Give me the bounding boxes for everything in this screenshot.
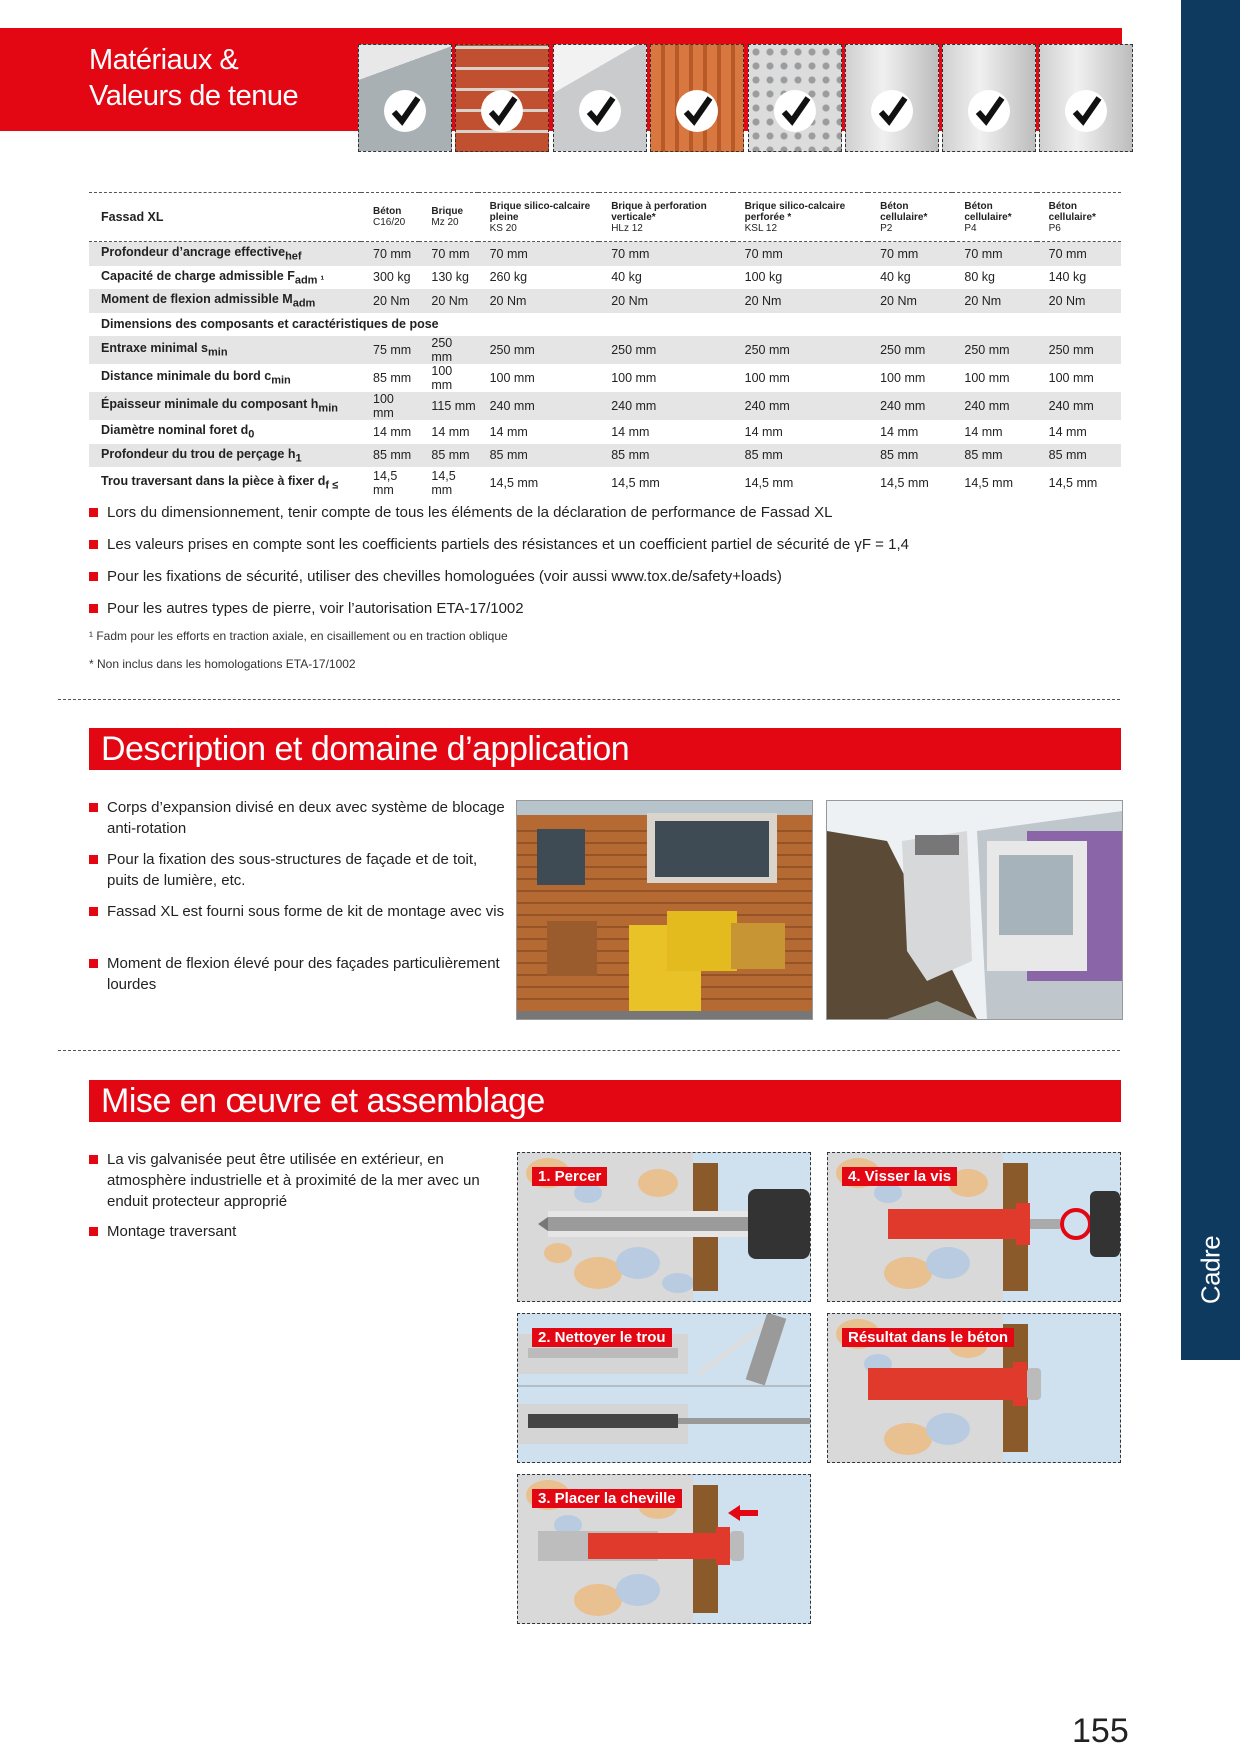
step-clean: [517, 1313, 811, 1463]
footnote-homologation: * Non inclus dans les homologations ETA-17/1002: [89, 657, 356, 671]
table-cell: 100 mm: [611, 371, 657, 385]
table-cell: 14 mm: [611, 424, 650, 439]
spec-table-body: [89, 242, 1121, 499]
row-label: Profondeur du trou de perçage $h_1$: [89, 444, 361, 468]
row-label: Dimensions des composants et caractéristiques de pose: [89, 313, 1121, 337]
side-tab-label: Cadre: [1195, 1235, 1225, 1305]
table-cell: 14,5 mm: [744, 475, 794, 490]
table-cell: 250 mm: [952, 336, 1036, 364]
note-bullet: Pour les autres types de pierre, voir l’autorisation ETA-17/1002: [89, 598, 1127, 619]
table-cell: 100 mm: [431, 364, 453, 392]
table-cell: 14 mm: [1048, 424, 1087, 439]
row-symbol: min: [271, 374, 291, 387]
note-bullet: Les valeurs prises en compte sont les coefficients partiels des résistances et un coefficient partiel de sécurité de γF = 1,4: [89, 534, 1127, 555]
description-bullet: Moment de flexion élevé pour des façades particulièrement lourdes: [89, 953, 507, 995]
table-cell: 100 kg: [744, 270, 783, 285]
assembly-bullet: Montage traversant: [89, 1221, 517, 1242]
check-icon: [579, 90, 621, 132]
table-cell: 14 mm: [880, 424, 919, 439]
table-cell: 70 mm: [733, 242, 868, 266]
step-place-anchor: [517, 1474, 811, 1624]
table-cell: 14,5 mm: [1048, 475, 1098, 490]
table-row: [89, 364, 1121, 392]
table-cell: 240 mm: [733, 392, 868, 420]
row-symbol: f ≤: [325, 479, 339, 492]
table-cell: 100 mm: [964, 371, 1010, 385]
table-cell: 300 kg: [373, 270, 411, 285]
table-cell: 100 mm: [489, 371, 535, 385]
table-cell: 85 mm: [419, 444, 477, 468]
photo-cellar-window: [826, 800, 1123, 1020]
side-tab: [1181, 0, 1240, 1360]
material-tile-aerated-p2: [845, 44, 939, 152]
row-symbol: hef: [285, 250, 302, 263]
row-label: Entraxe minimal $s_{min}$: [89, 336, 361, 364]
table-cell: 250 mm: [599, 336, 732, 364]
table-col-header: Béton C16/20: [361, 193, 419, 242]
table-cell: 250 mm: [419, 336, 477, 364]
table-cell: 14,5 mm: [964, 475, 1014, 490]
table-cell: 14,5 mm: [611, 475, 660, 490]
table-col-header: Brique silico-calcaire pleine KS 20: [478, 193, 600, 242]
table-cell: 70 mm: [1037, 242, 1121, 266]
table-cell: 130 kg: [431, 270, 469, 285]
step-label: 4. Visser la vis: [842, 1167, 957, 1186]
table-cell: 240 mm: [1037, 392, 1121, 420]
divider: [58, 699, 1120, 700]
table-cell: 40 kg: [880, 270, 911, 285]
table-row: [89, 420, 1121, 444]
table-row: [89, 266, 1121, 290]
table-cell: 85 mm: [868, 444, 952, 468]
table-cell: 70 mm: [868, 242, 952, 266]
table-cell: 240 mm: [478, 392, 600, 420]
row-symbol: min: [318, 402, 338, 415]
step-screw: [827, 1152, 1121, 1302]
table-cell: 40 kg: [611, 270, 642, 285]
table-row: [89, 392, 1121, 420]
table-col-header: Béton cellulaire* P4: [952, 193, 1036, 242]
table-row: [89, 336, 1121, 364]
row-label: Distance minimale du bord $c_{min}$: [101, 369, 291, 387]
table-cell: 250 mm: [868, 336, 952, 364]
table-cell: 85 mm: [952, 444, 1036, 468]
step-label: 1. Percer: [532, 1167, 607, 1186]
table-cell: 70 mm: [478, 242, 600, 266]
assembly-bullet: La vis galvanisée peut être utilisée en extérieur, en atmosphère industrielle et à proximité de la mer avec un enduit protecteur approprié: [89, 1149, 517, 1212]
step-label: 3. Placer la cheville: [532, 1489, 682, 1508]
table-cell: 260 kg: [489, 270, 528, 285]
table-cell: 250 mm: [733, 336, 868, 364]
table-cell: 70 mm: [419, 242, 477, 266]
footnote-fadm: ¹ Fadm pour les efforts en traction axiale, en cisaillement ou en traction oblique: [89, 629, 508, 643]
material-tile-sand-lime-solid: [553, 44, 647, 152]
row-label: Moment de flexion admissible $M_{adm}$: [89, 289, 361, 313]
description-bullet: Fassad XL est fourni sous forme de kit de montage avec vis: [89, 901, 507, 922]
table-cell: 100 mm: [744, 371, 790, 385]
table-cell: 240 mm: [868, 392, 952, 420]
table-cell: 14 mm: [964, 424, 1003, 439]
table-cell: 140 kg: [1048, 270, 1087, 285]
table-row: [89, 467, 1121, 498]
step-label: Résultat dans le béton: [842, 1328, 1014, 1347]
material-tile-brick: [455, 44, 549, 152]
section-title-description: Description et domaine d’application: [89, 728, 1121, 770]
divider: [58, 1050, 1120, 1051]
material-tile-aerated-p6: [1039, 44, 1133, 152]
check-icon: [384, 90, 426, 132]
table-cell: 75 mm: [361, 336, 419, 364]
table-cell: 14,5 mm: [880, 475, 929, 490]
page-number: 155: [1072, 1712, 1129, 1750]
table-cell: 240 mm: [952, 392, 1036, 420]
note-bullet: Lors du dimensionnement, tenir compte de tous les éléments de la déclaration de performance de Fassad XL: [89, 502, 1127, 523]
check-icon: [774, 90, 816, 132]
table-cell: 250 mm: [478, 336, 600, 364]
table-cell: 85 mm: [373, 371, 412, 385]
table-header-row: [89, 193, 1121, 242]
step-result: [827, 1313, 1121, 1463]
table-col-header: Brique à perforation verticale* HLz 12: [599, 193, 732, 242]
table-cell: 70 mm: [599, 242, 732, 266]
table-cell: 14 mm: [373, 424, 412, 439]
header-title-line2: Valeurs de tenue: [89, 80, 299, 112]
table-section-row: [89, 313, 1121, 337]
check-icon: [871, 90, 913, 132]
table-cell: 85 mm: [1037, 444, 1121, 468]
table-cell: 20 Nm: [361, 289, 419, 313]
table-cell: 115 mm: [419, 392, 477, 420]
table-row: [89, 242, 1121, 266]
material-tile-aerated-p4: [942, 44, 1036, 152]
description-bullet: Corps d’expansion divisé en deux avec système de blocage anti-rotation: [89, 797, 507, 839]
table-cell: 70 mm: [361, 242, 419, 266]
table-col-header: Béton cellulaire* P6: [1037, 193, 1121, 242]
header-title: [89, 42, 298, 114]
table-cell: 14,5 mm: [431, 468, 456, 497]
table-cell: 14 mm: [744, 424, 783, 439]
table-row: [89, 289, 1121, 313]
table-cell: 20 Nm: [419, 289, 477, 313]
check-icon: [676, 90, 718, 132]
row-symbol: 1: [295, 452, 302, 464]
row-symbol: min: [208, 346, 228, 359]
row-label: Capacité de charge admissible $F_{adm ^1}$: [101, 268, 325, 286]
section-title-assembly: Mise en œuvre et assemblage: [89, 1080, 1121, 1122]
table-cell: 240 mm: [599, 392, 732, 420]
table-product-name: Fassad XL: [89, 193, 361, 242]
table-cell: 85 mm: [733, 444, 868, 468]
note-bullet: Pour les fixations de sécurité, utiliser des chevilles homologuées (voir aussi www.tox.de/safety+loads): [89, 566, 1127, 587]
row-label: Épaisseur minimale du composant $h_{min}$: [89, 392, 361, 420]
table-cell: 20 Nm: [868, 289, 952, 313]
step-label: 2. Nettoyer le trou: [532, 1328, 672, 1347]
table-cell: 70 mm: [952, 242, 1036, 266]
table-cell: 80 kg: [964, 270, 995, 285]
table-cell: 85 mm: [361, 444, 419, 468]
table-col-header: Béton cellulaire* P2: [868, 193, 952, 242]
table-cell: 20 Nm: [952, 289, 1036, 313]
table-cell: 100 mm: [1048, 371, 1094, 385]
description-bullet: Pour la fixation des sous-structures de façade et de toit, puits de lumière, etc.: [89, 849, 507, 891]
table-cell: 14 mm: [489, 424, 528, 439]
table-cell: 85 mm: [478, 444, 600, 468]
table-col-header: Brique silico-calcaire perforée * KSL 12: [733, 193, 868, 242]
material-tile-sand-lime-perforated: [748, 44, 842, 152]
table-cell: 20 Nm: [1037, 289, 1121, 313]
table-col-header: Brique Mz 20: [419, 193, 477, 242]
row-symbol: adm: [292, 297, 316, 310]
row-label: Trou traversant dans la pièce à fixer $d_{f \le}$: [101, 473, 339, 492]
table-cell: 100 mm: [361, 392, 419, 420]
check-icon: [481, 90, 523, 132]
table-cell: 100 mm: [880, 371, 926, 385]
table-cell: 85 mm: [599, 444, 732, 468]
table-cell: 20 Nm: [599, 289, 732, 313]
photo-facade-building: [516, 800, 813, 1020]
check-icon: [968, 90, 1010, 132]
spec-table: [89, 192, 1121, 498]
table-cell: 14,5 mm: [373, 468, 398, 497]
material-tile-perforated-brick: [650, 44, 744, 152]
table-cell: 20 Nm: [733, 289, 868, 313]
row-label: Diamètre nominal foret $d_0$: [101, 423, 255, 441]
row-label: Profondeur d’ancrage effective$_{hef}$: [89, 242, 361, 266]
material-tile-concrete: [358, 44, 452, 152]
check-icon: [1065, 90, 1107, 132]
step-drill: [517, 1152, 811, 1302]
table-cell: 250 mm: [1037, 336, 1121, 364]
table-row: [89, 444, 1121, 468]
row-symbol: 0: [248, 428, 255, 441]
table-cell: 14,5 mm: [489, 475, 539, 490]
row-symbol: adm ¹: [294, 274, 325, 286]
table-cell: 20 Nm: [478, 289, 600, 313]
table-cell: 14 mm: [431, 424, 470, 439]
header-title-line1: Matériaux &: [89, 44, 239, 76]
